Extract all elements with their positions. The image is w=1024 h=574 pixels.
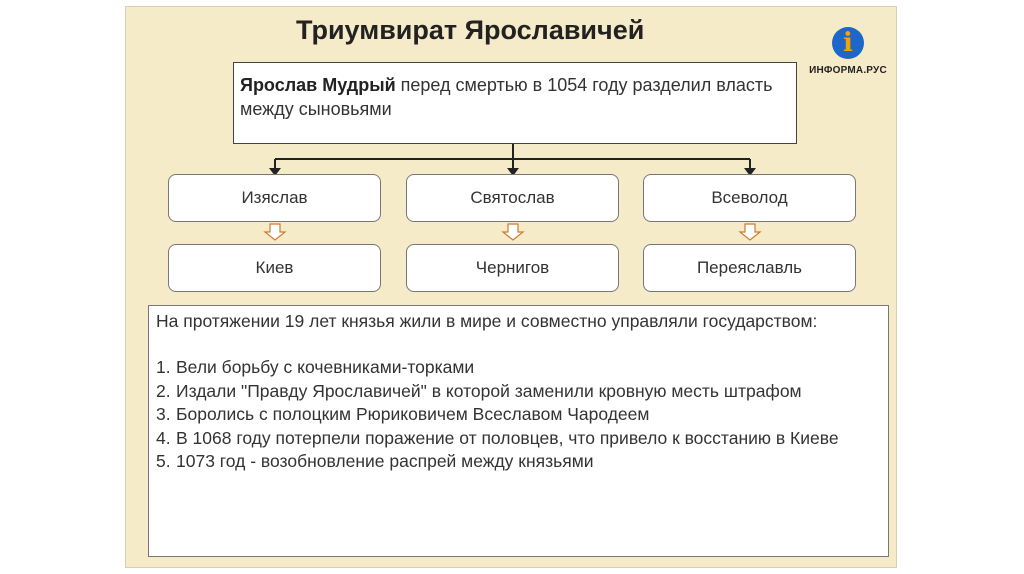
logo-text: ИНФОРМА.РУС [809,65,887,76]
details-lead: На протяжении 19 лет князья жили в мире и совместно управляли государством: [156,311,818,331]
page-title: Триумвират Ярославичей [296,15,645,45]
list-item: 2. Издали "Правду Ярославичей" в которой заменили кровную месть штрафом [156,380,802,401]
son-izyaslav: Изяслав [168,174,381,222]
list-item: 3. Боролись с полоцким Рюриковичем Всеславом Чародеем [156,404,650,425]
city-chernigov: Чернигов [406,244,619,292]
city-kiev: Киев [168,244,381,292]
info-icon: i [832,27,864,59]
son-vsevolod: Всеволод [643,174,856,222]
details-box [148,305,889,557]
list-item: 4. В 1068 году потерпели поражение от половцев, что привело к восстанию в Киеве [156,427,839,448]
list-item: 5. 1073 год - возобновление распрей между князьями [156,451,594,472]
hollow-arrow-icon [503,224,523,240]
slide [125,6,897,568]
city-pereyaslavl: Переяславль [643,244,856,292]
hollow-arrow-icon [265,224,285,240]
list-item: 1. Вели борьбу с кочевниками-торками [156,357,475,378]
intro-text: перед смертью в 1054 году разделил власть между сыновьями [240,75,773,119]
son-svyatoslav: Святослав [406,174,619,222]
intro-bold: Ярослав Мудрый [240,75,396,95]
details-list [156,356,881,473]
hollow-arrow-icon [740,224,760,240]
